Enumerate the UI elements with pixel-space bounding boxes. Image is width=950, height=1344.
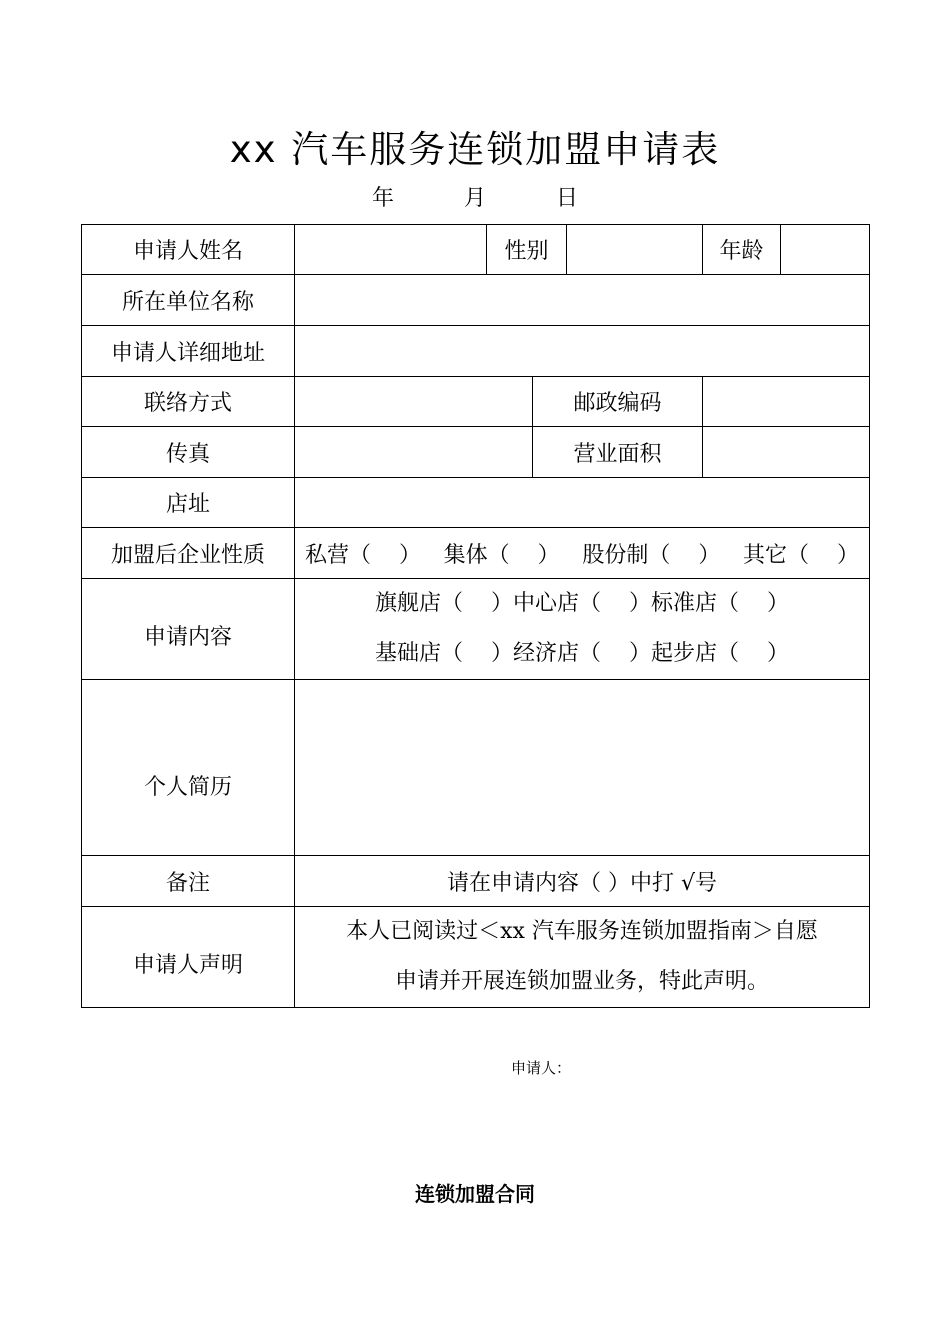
- declaration-text: [295, 907, 870, 1008]
- row-contact: [82, 377, 870, 427]
- resume-field[interactable]: [295, 680, 870, 856]
- contract-title: 连锁加盟合同: [415, 1182, 535, 1206]
- declaration-label-cell: [82, 907, 295, 1008]
- resume-label: 个人简历: [143, 775, 232, 800]
- content-options: [295, 579, 870, 680]
- fax-field[interactable]: [295, 427, 533, 478]
- date-year: 年: [371, 186, 394, 211]
- company-label: 所在单位名称: [82, 275, 295, 326]
- date-day: 日: [556, 186, 579, 211]
- store-address-field[interactable]: [295, 478, 870, 528]
- age-label: 年龄: [703, 225, 781, 275]
- nature-option-collective[interactable]: 集体（ ）: [443, 542, 560, 568]
- row-store-address: [82, 478, 870, 528]
- document-title: xx 汽车服务连锁加盟申请表: [229, 128, 721, 171]
- remark-label: 备注: [82, 856, 295, 907]
- resume-label-cell: [82, 680, 295, 856]
- row-company: [82, 275, 870, 326]
- area-field[interactable]: [703, 427, 870, 478]
- store-address-label: 店址: [82, 478, 295, 528]
- nature-option-joint-stock[interactable]: 股份制（ ）: [582, 542, 721, 568]
- declaration-line-1: 本人已阅读过＜xx 汽车服务连锁加盟指南＞自愿: [346, 919, 818, 944]
- gender-label: 性别: [487, 225, 567, 275]
- row-nature: [82, 528, 870, 579]
- address-field[interactable]: [295, 326, 870, 377]
- content-options-line-1[interactable]: 旗舰店（ ）中心店（ ）标准店（ ）: [375, 591, 789, 616]
- applicant-name-label: 申请人姓名: [82, 225, 295, 275]
- declaration-label: 申请人声明: [132, 952, 243, 978]
- nature-option-other[interactable]: 其它（ ）: [743, 542, 859, 568]
- row-remark: [82, 856, 870, 907]
- applicant-signature: 申请人：: [511, 1059, 572, 1077]
- row-declaration: [82, 907, 870, 1008]
- nature-option-private[interactable]: 私营（ ）: [305, 542, 421, 568]
- age-field[interactable]: [781, 225, 870, 275]
- declaration-line-2: 申请并开展连锁加盟业务，特此声明。: [395, 969, 770, 994]
- row-content: [82, 579, 870, 680]
- gender-field[interactable]: [567, 225, 703, 275]
- nature-options: [295, 528, 870, 579]
- row-fax: [82, 427, 870, 478]
- address-label: 申请人详细地址: [82, 326, 295, 377]
- company-field[interactable]: [295, 275, 870, 326]
- contact-field[interactable]: [295, 377, 533, 427]
- content-label-cell: [82, 579, 295, 680]
- content-options-line-2[interactable]: 基础店（ ）经济店（ ）起步店（ ）: [375, 641, 789, 666]
- content-label: 申请内容: [143, 624, 232, 650]
- applicant-name-field[interactable]: [295, 225, 487, 275]
- nature-label: 加盟后企业性质: [82, 528, 295, 579]
- row-applicant: [82, 225, 870, 275]
- application-form-table: [81, 224, 870, 1008]
- row-resume: [82, 680, 870, 856]
- remark-text: 请在申请内容（ ）中打 √号: [295, 856, 870, 907]
- fax-label: 传真: [82, 427, 295, 478]
- date-month: 月: [463, 186, 486, 211]
- postcode-label: 邮政编码: [533, 377, 703, 427]
- contact-label: 联络方式: [82, 377, 295, 427]
- area-label: 营业面积: [533, 427, 703, 478]
- date-line: [0, 184, 950, 214]
- postcode-field[interactable]: [703, 377, 870, 427]
- row-address: [82, 326, 870, 377]
